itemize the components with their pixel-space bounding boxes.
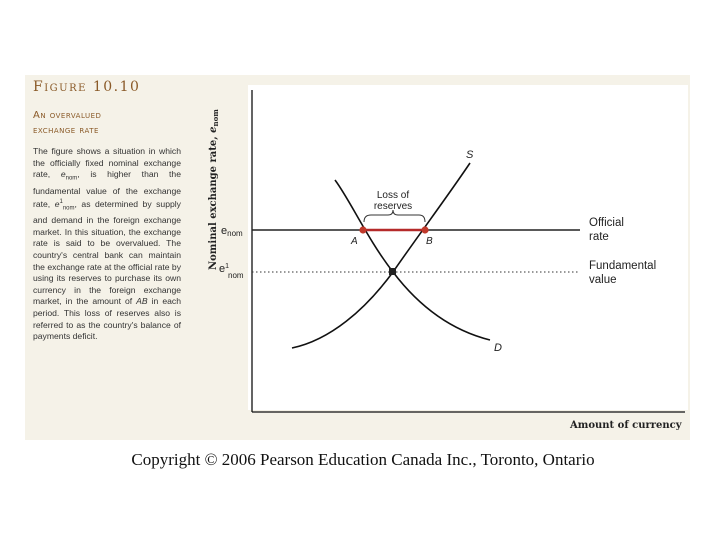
figure-label: Figure 10.10 xyxy=(33,79,141,95)
equilibrium-point xyxy=(389,268,396,275)
graph-background xyxy=(248,85,688,410)
caption-sub-nom: nom xyxy=(62,205,75,212)
point-b-label: B xyxy=(426,236,433,247)
point-a-label: A xyxy=(351,236,358,247)
loss-label-line2: reserves xyxy=(373,201,413,212)
loss-label-line1: Loss of xyxy=(376,190,410,201)
figure-title-line1: An overvalued xyxy=(33,110,102,121)
caption-sub-nom: nom xyxy=(65,175,78,182)
caption-symbol-e1: e xyxy=(54,198,60,209)
x-axis-label: Amount of currency xyxy=(570,420,682,431)
point-a xyxy=(359,226,366,233)
caption-text: The figure shows a situation in which the officially fixed nominal exchange rate, xyxy=(33,146,181,180)
caption-text: in each period. This loss of reserves also is referred to as the country's balance of payments deficit. xyxy=(33,296,181,342)
fundamental-level-label: $e^1$ nom xyxy=(219,263,244,280)
fundamental-value-text-line2: value xyxy=(589,274,617,286)
copyright-notice: Copyright © 2006 Pearson Education Canada Inc., Toronto, Ontario xyxy=(131,450,595,469)
caption-symbol-e: e xyxy=(60,169,66,180)
point-b xyxy=(421,226,428,233)
caption-text: , is higher than the fundamental value of the exchange rate, xyxy=(33,169,181,209)
demand-label: D xyxy=(494,342,502,354)
official-rate-text-line1: Official xyxy=(589,217,624,229)
caption-ab: AB xyxy=(136,296,148,307)
official-level-label: enom xyxy=(221,225,243,238)
fundamental-value-text-line1: Fundamental xyxy=(589,260,657,272)
official-rate-text-line2: rate xyxy=(589,231,609,243)
supply-label: S xyxy=(466,149,474,161)
figure-title-line2: exchange rate xyxy=(33,125,99,136)
y-axis-label: Nominal exchange rate, $e_{nom}$ xyxy=(208,109,220,270)
caption-text: , as determined by supply and demand in the foreign exchange market. In this situation, the exchange rate is said to be overvalued. The country's central bank can maintain the exchange rate at the official rate by using its reserves to purchase its own currency in the foreign exchange market, in the amount of xyxy=(33,198,181,307)
caption-sup-1: 1 xyxy=(59,199,63,206)
